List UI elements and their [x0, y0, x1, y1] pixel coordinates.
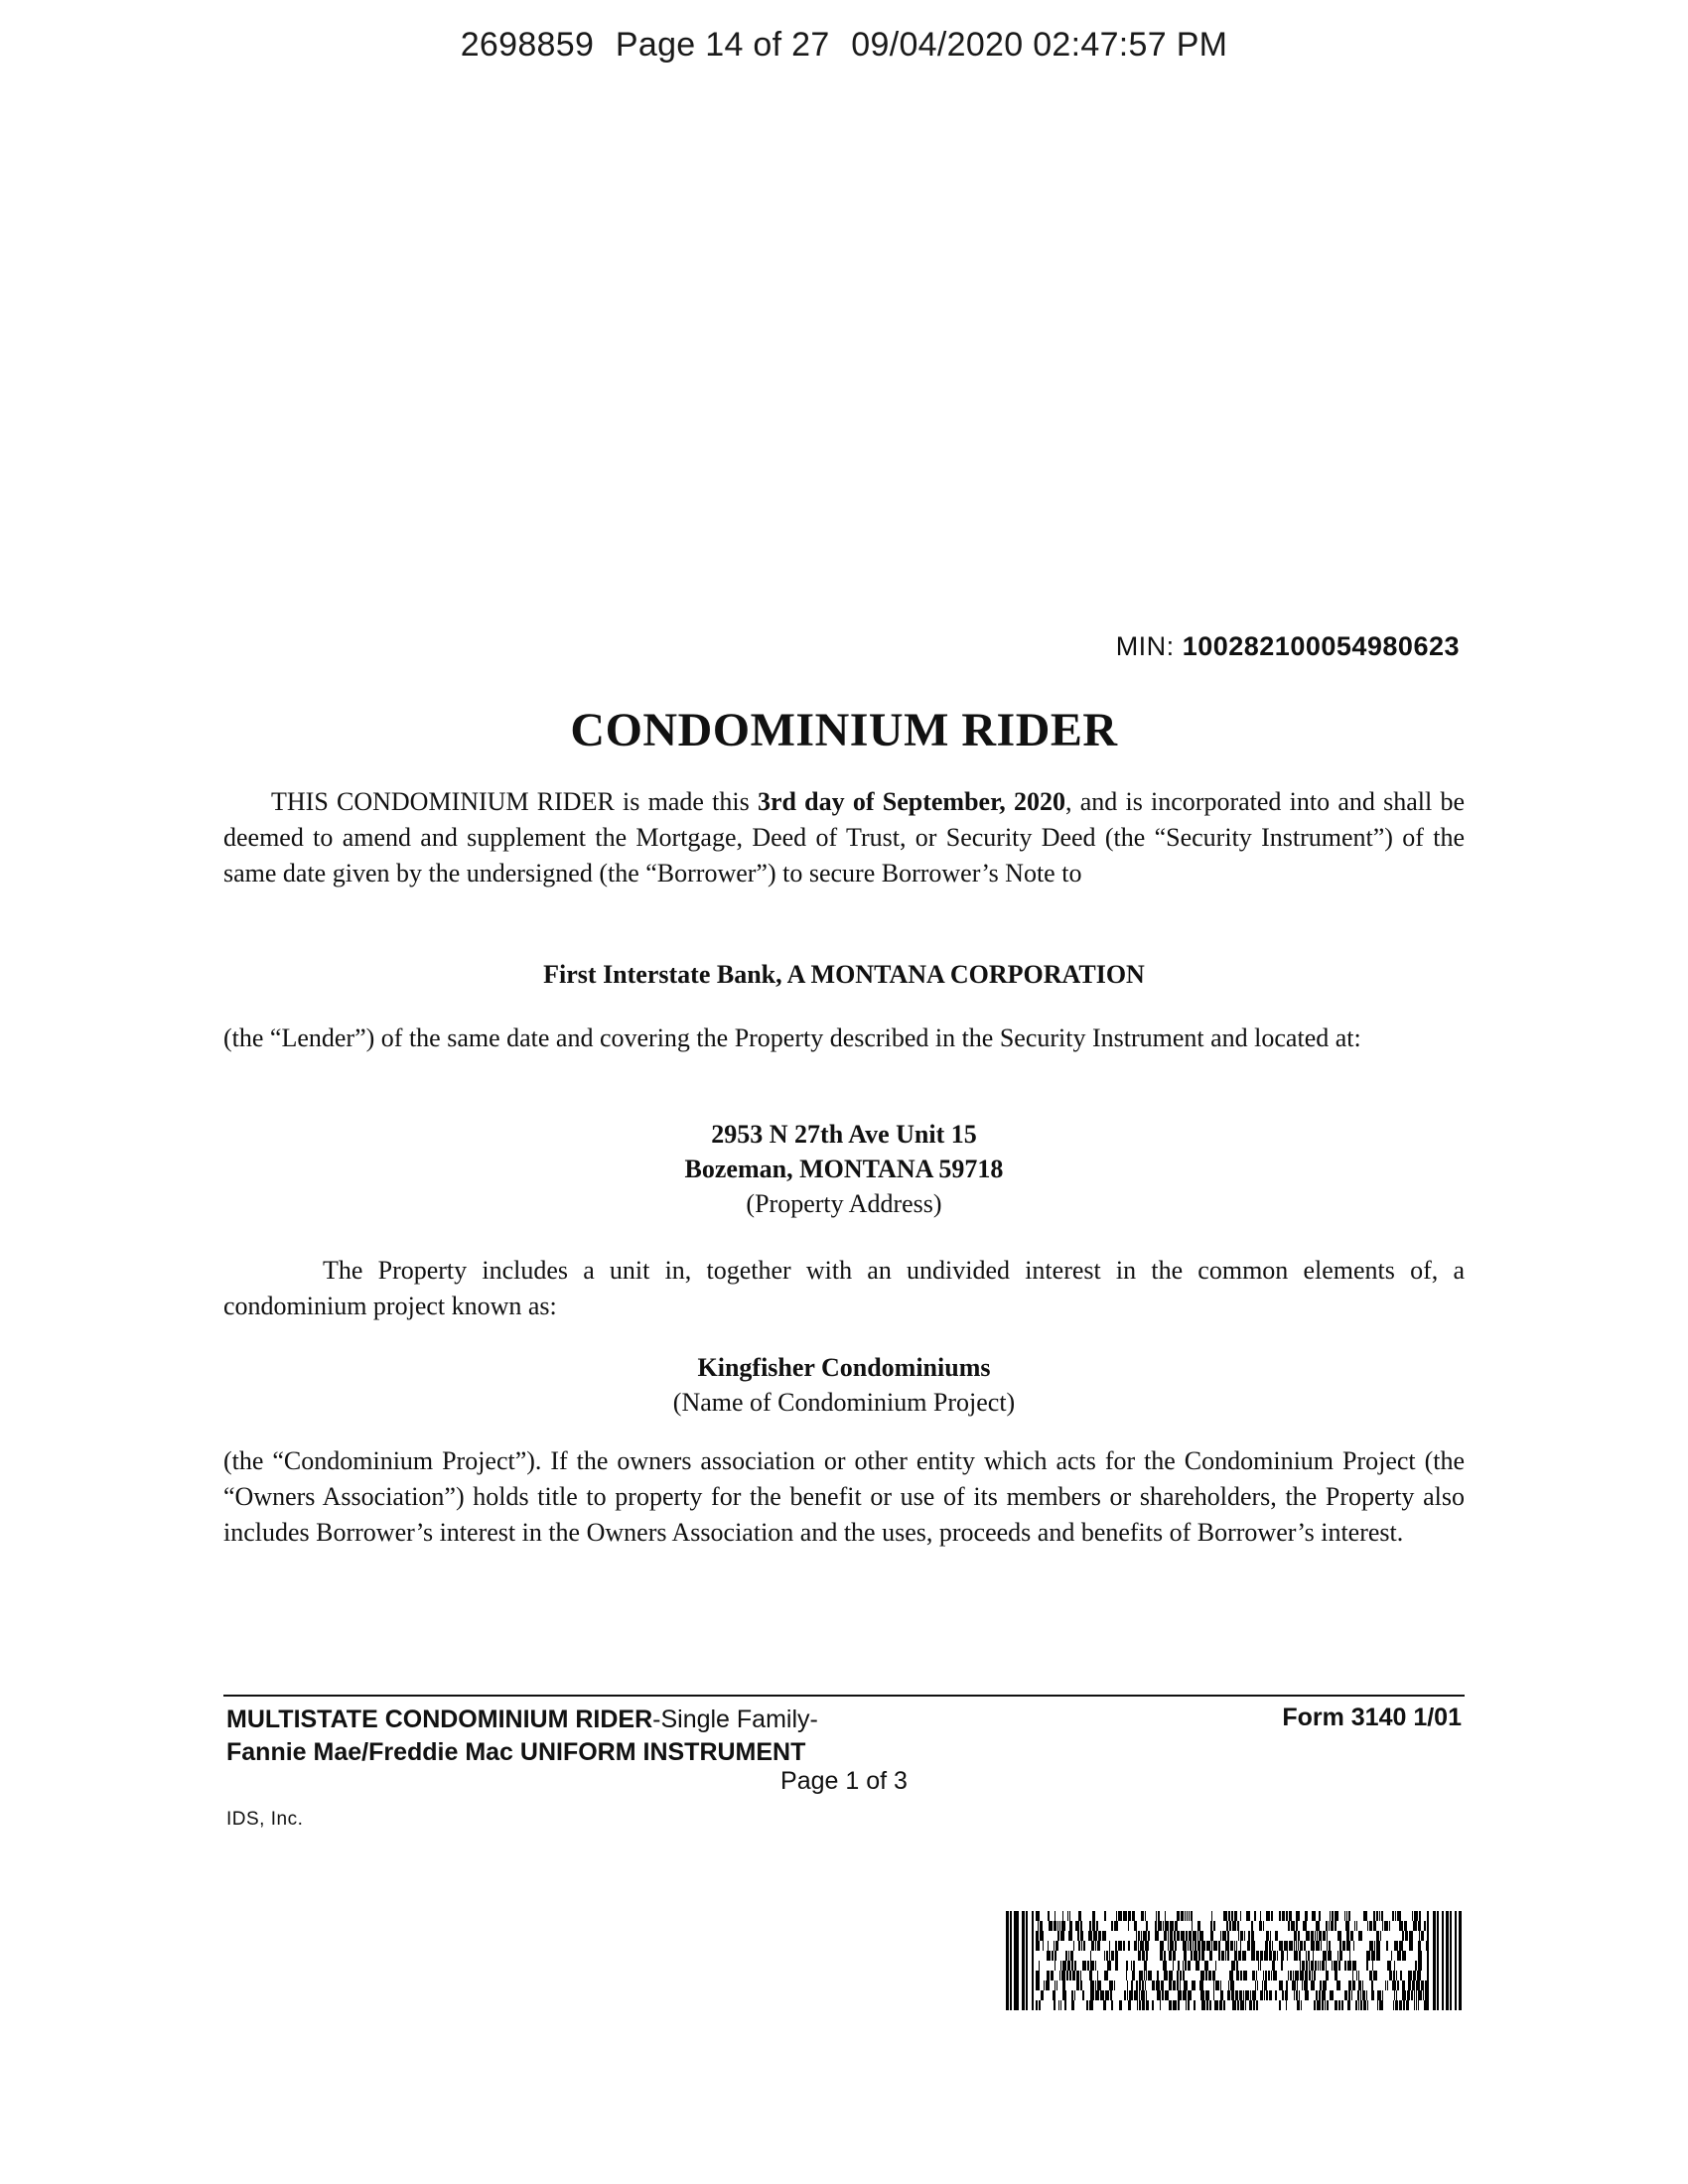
rider-date: 3rd day of September, 2020	[757, 787, 1065, 816]
address-line-2: Bozeman, MONTANA 59718	[684, 1155, 1004, 1183]
recording-stamp	[0, 26, 1688, 65]
vendor-name: IDS, Inc.	[226, 1809, 304, 1830]
intro-paragraph	[223, 784, 1465, 891]
doc-number: 2698859	[460, 26, 595, 64]
page-number: Page 1 of 3	[780, 1767, 908, 1795]
footer-divider	[223, 1695, 1465, 1697]
form-title-bold: MULTISTATE CONDOMINIUM RIDER	[226, 1706, 653, 1733]
page-info: Page 14 of 27	[615, 26, 830, 64]
lender-name: First Interstate Bank, A MONTANA CORPORATION	[543, 960, 1145, 989]
form-title-rest: -Single Family-	[652, 1706, 818, 1733]
form-number: Form 3140 1/01	[1282, 1704, 1462, 1731]
min-value: 100282100054980623	[1182, 631, 1460, 661]
project-name: Kingfisher Condominiums	[697, 1353, 991, 1382]
min-number	[1116, 631, 1460, 662]
property-paragraph: The Property includes a unit in, together with an undivided interest in the common elements of, a condominium project known as:	[223, 1256, 1465, 1320]
address-caption: (Property Address)	[746, 1189, 942, 1218]
recording-datetime: 09/04/2020 02:47:57 PM	[851, 26, 1228, 64]
lender-paragraph: (the “Lender”) of the same date and covering the Property described in the Security Instrument and located at:	[223, 1024, 1361, 1052]
project-caption: (Name of Condominium Project)	[672, 1388, 1016, 1417]
intro-text-before: THIS CONDOMINIUM RIDER is made this	[271, 787, 758, 816]
form-title-line2: Fannie Mae/Freddie Mac UNIFORM INSTRUMENT	[226, 1738, 806, 1766]
intro-text-after: , and is incorporated into and shall be deemed to amend and supplement the Mortgage, Deed of Trust, or Security Deed (the “Security Instrument”) of the same date given by the undersigned (the “Borrower”) to secure Borrower’s Note to	[223, 787, 1465, 887]
footer-form-title	[226, 1704, 818, 1769]
property-address	[223, 1117, 1465, 1221]
address-line-1: 2953 N 27th Ave Unit 15	[711, 1120, 977, 1149]
min-label: MIN:	[1115, 631, 1175, 661]
document-title: CONDOMINIUM RIDER	[570, 704, 1118, 756]
association-paragraph: (the “Condominium Project”). If the owners association or other entity which acts for the Condominium Project (the “Owners Association”) holds title to property for the benefit or use of its members or shareholders, the Property also includes Borrower’s interest in the Owners Association and the uses, proceeds and benefits of Borrower’s interest.	[223, 1446, 1465, 1547]
condominium-project	[223, 1350, 1465, 1420]
barcode-icon	[1006, 1911, 1463, 2010]
